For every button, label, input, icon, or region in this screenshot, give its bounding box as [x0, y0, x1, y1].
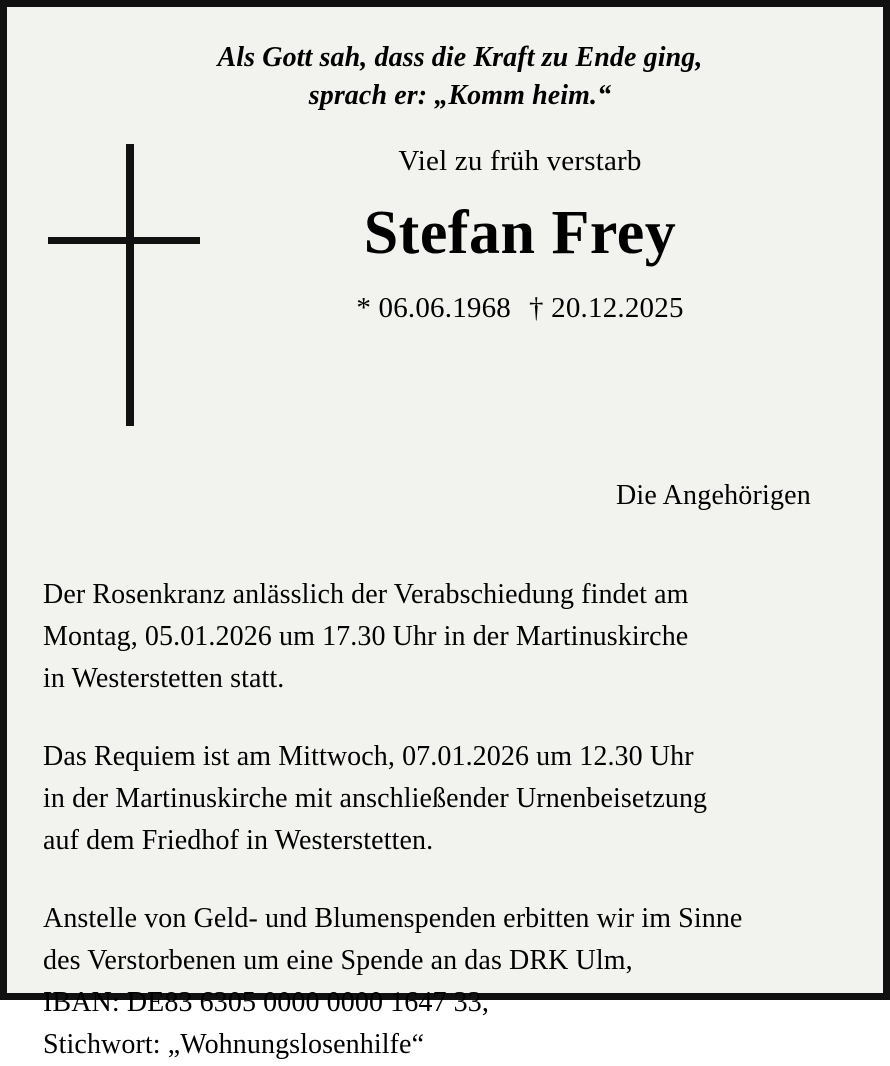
paragraph-line: des Verstorbenen um eine Spende an das DRK Ulm, — [43, 945, 633, 977]
verse-block — [43, 39, 847, 114]
paragraph-line: IBAN: DE83 6305 0000 0000 1647 33, — [43, 987, 489, 1019]
paragraph-donation — [43, 898, 847, 1066]
header-block — [43, 144, 847, 444]
paragraph-line: Stichwort: „Wohnungslosenhilfe“ — [43, 1029, 425, 1061]
birth-date: * 06.06.1968 — [356, 291, 511, 324]
paragraph-rosary — [43, 574, 847, 700]
header-text — [203, 144, 847, 325]
paragraph-line: Anstelle von Geld- und Blumenspenden erbitten wir im Sinne — [43, 903, 743, 935]
verse-line-1: Als Gott sah, dass die Kraft zu Ende ging, — [217, 42, 703, 73]
paragraph-line: in Westerstetten statt. — [43, 663, 285, 695]
life-dates — [203, 292, 837, 325]
prelude-text: Viel zu früh verstarb — [398, 145, 642, 178]
paragraph-line: Der Rosenkranz anlässlich der Verabschiedung findet am — [43, 579, 689, 611]
paragraph-line: Das Requiem ist am Mittwoch, 07.01.2026 um 12.30 Uhr — [43, 741, 694, 773]
paragraph-line: Montag, 05.01.2026 um 17.30 Uhr in der Martinuskirche — [43, 621, 689, 653]
family-signature: Die Angehörigen — [615, 480, 811, 512]
christian-cross-icon — [48, 144, 213, 444]
paragraph-line: auf dem Friedhof in Westerstetten. — [43, 825, 434, 857]
cross-vertical-bar — [126, 144, 134, 426]
paragraph-line: in der Martinuskirche mit anschließender Urnenbeisetzung — [43, 783, 708, 815]
verse-line-2: sprach er: „Komm heim.“ — [308, 79, 612, 111]
obituary-content — [7, 7, 883, 1061]
death-date: † 20.12.2025 — [529, 291, 684, 324]
deceased-name: Stefan Frey — [363, 198, 677, 267]
cross-horizontal-bar — [48, 237, 200, 244]
body-text — [43, 574, 847, 1066]
paragraph-requiem — [43, 736, 847, 862]
